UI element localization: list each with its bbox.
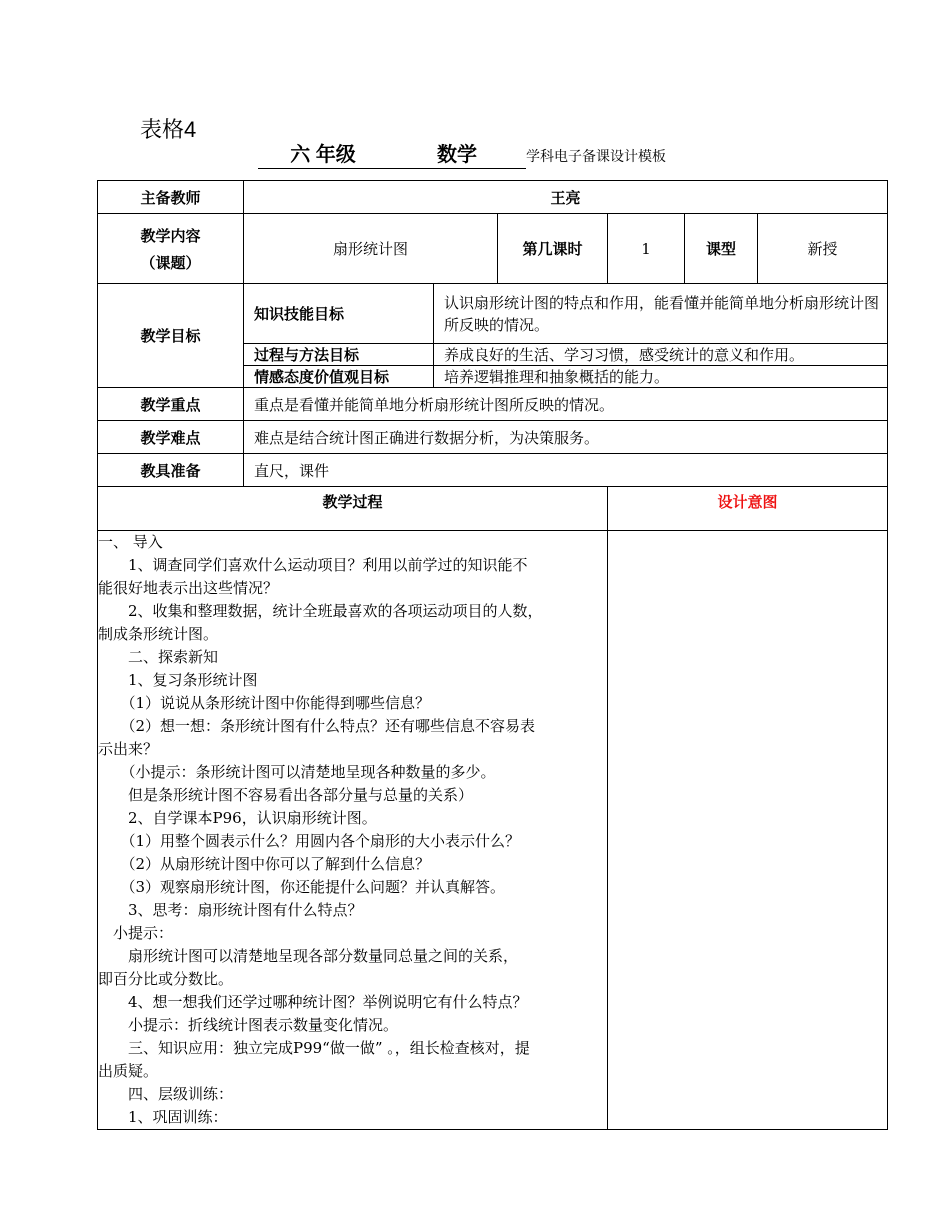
teacher-label: 主备教师 [98,181,244,214]
subject: 数学 [388,142,526,169]
tools-text: 直尺，课件 [244,454,888,487]
intent-label: 设计意图 [608,487,888,531]
type-value: 新授 [758,214,888,284]
goal-text-attitude: 培养逻辑推理和抽象概括的能力。 [434,366,888,388]
content-label: 教学内容 [140,227,201,245]
process-line: 1、调查同学们喜欢什么运动项目？利用以前学过的知识能不 [98,556,528,574]
process-line: （1）用整个圆表示什么？用圆内各个扇形的大小表示什么？ [98,832,521,850]
header-suffix: 学科电子备课设计模板 [526,149,666,165]
process-line: 能很好地表示出这些情况？ [98,579,279,597]
process-line: 扇形统计图可以清楚地呈现各部分数量同总量之间的关系， [98,947,519,965]
process-line: 4、想一想我们还学过哪种统计图？举例说明它有什么特点？ [98,993,528,1011]
content-label-cell [98,214,244,284]
process-line: （2）从扇形统计图中你可以了解到什么信息？ [98,855,431,873]
goal-label-knowledge: 知识技能目标 [244,284,434,344]
process-line: （2）想一想：条形统计图有什么特点？还有哪些信息不容易表 [98,717,536,735]
process-line: 但是条形统计图不容易看出各部分量与总量的关系） [98,786,474,804]
process-body [98,531,608,1130]
lesson-label: 第几课时 [498,214,608,284]
process-line: 出质疑。 [98,1062,159,1080]
tools-label: 教具准备 [98,454,244,487]
process-line: 2、收集和整理数据，统计全班最喜欢的各项运动项目的人数， [98,602,543,620]
doc-label: 表格4 [140,117,197,142]
process-line: 3、思考：扇形统计图有什么特点？ [98,901,363,919]
process-label: 教学过程 [98,487,608,531]
process-line: 2、自学课本P96，认识扇形统计图。 [98,809,377,827]
goal-label: 教学目标 [98,284,244,388]
process-line: （3）观察扇形统计图，你还能提什么问题？并认真解答。 [98,878,506,896]
type-label: 课型 [685,214,758,284]
process-line: 二、探索新知 [98,648,219,666]
process-line: 三、知识应用：独立完成P99“做一做” 。，组长检查核对，提 [98,1039,530,1057]
goal-text-process: 养成良好的生活、学习习惯，感受统计的意义和作用。 [434,344,888,366]
process-line: 即百分比或分数比。 [98,970,234,988]
process-line: 四、层级训练： [98,1085,234,1103]
process-line: 1、复习条形统计图 [98,671,258,689]
process-line: （小提示：条形统计图可以清楚地呈现各种数量的多少。 [98,763,496,781]
process-line: 制成条形统计图。 [98,625,219,643]
goal-label-process: 过程与方法目标 [244,344,434,366]
doc-header [258,142,798,172]
process-lines [98,531,607,1129]
teacher-name: 王亮 [244,181,888,214]
grade: 六 年级 [258,142,388,169]
focus-text: 重点是看懂并能简单地分析扇形统计图所反映的情况。 [244,388,888,421]
goal-label-attitude: 情感态度价值观目标 [244,366,434,388]
difficulty-text: 难点是结合统计图正确进行数据分析，为决策服务。 [244,421,888,454]
process-line: 小提示： [98,924,174,942]
content-label-sub: （课题） [140,254,201,272]
process-line: 1、巩固训练： [98,1108,228,1126]
lesson-plan-table [97,180,888,1130]
goal-text-knowledge: 认识扇形统计图的特点和作用，能看懂并能简单地分析扇形统计图所反映的情况。 [434,284,888,344]
process-line: 一、 导入 [98,533,163,551]
intent-body [608,531,888,1130]
difficulty-label: 教学难点 [98,421,244,454]
process-line: 示出来？ [98,740,159,758]
process-line: （1）说说从条形统计图中你能得到哪些信息？ [98,694,431,712]
process-line: 小提示：折线统计图表示数量变化情况。 [98,1016,399,1034]
topic: 扇形统计图 [244,214,498,284]
lesson-number: 1 [608,214,685,284]
focus-label: 教学重点 [98,388,244,421]
